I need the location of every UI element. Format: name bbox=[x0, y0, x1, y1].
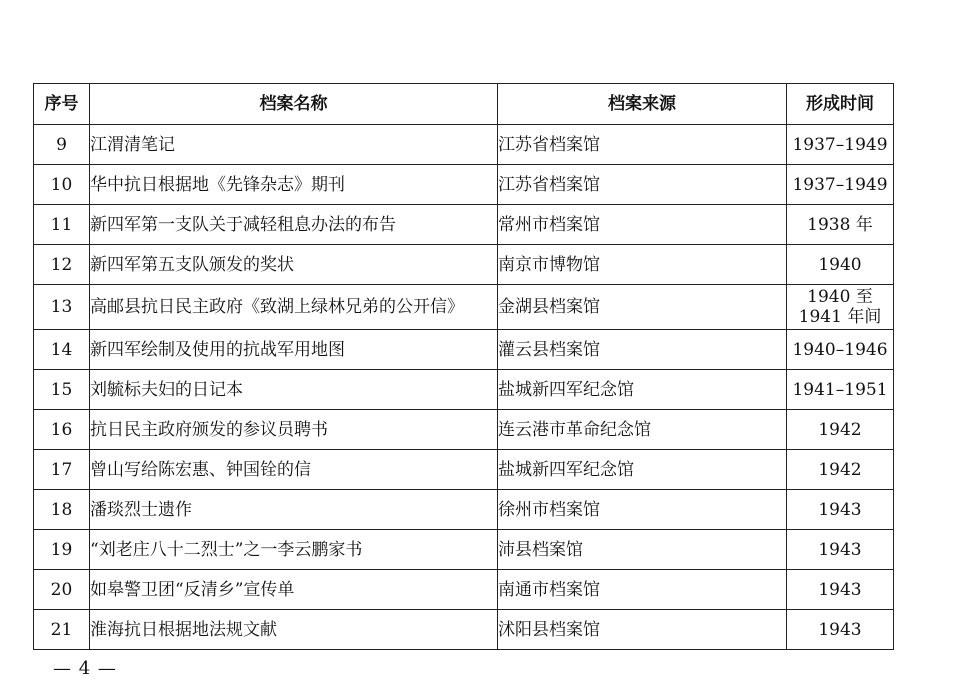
table-body bbox=[34, 125, 894, 650]
table-header bbox=[34, 84, 894, 125]
table-row bbox=[34, 330, 894, 370]
formation-time: 1937–1949 bbox=[787, 125, 894, 165]
archive-name: 曾山写给陈宏惠、钟国铨的信 bbox=[90, 450, 498, 490]
row-number: 21 bbox=[34, 610, 90, 650]
archive-name: 新四军第五支队颁发的奖状 bbox=[90, 245, 498, 285]
formation-time: 1943 bbox=[787, 490, 894, 530]
archive-source: 常州市档案馆 bbox=[498, 205, 787, 245]
archive-name: 抗日民主政府颁发的参议员聘书 bbox=[90, 410, 498, 450]
row-number: 11 bbox=[34, 205, 90, 245]
archive-name: 淮海抗日根据地法规文献 bbox=[90, 610, 498, 650]
archive-name: “刘老庄八十二烈士”之一李云鹏家书 bbox=[90, 530, 498, 570]
table-row bbox=[34, 245, 894, 285]
page-number: — 4 — bbox=[53, 658, 117, 679]
header-name: 档案名称 bbox=[90, 84, 498, 125]
row-number: 19 bbox=[34, 530, 90, 570]
archive-source: 江苏省档案馆 bbox=[498, 165, 787, 205]
formation-time: 1937–1949 bbox=[787, 165, 894, 205]
formation-time: 1943 bbox=[787, 610, 894, 650]
row-number: 16 bbox=[34, 410, 90, 450]
row-number: 13 bbox=[34, 285, 90, 330]
formation-time: 1942 bbox=[787, 450, 894, 490]
header-time: 形成时间 bbox=[787, 84, 894, 125]
archive-name: 江渭清笔记 bbox=[90, 125, 498, 165]
archive-source: 沭阳县档案馆 bbox=[498, 610, 787, 650]
formation-time: 1943 bbox=[787, 570, 894, 610]
archive-source: 南京市博物馆 bbox=[498, 245, 787, 285]
table-row bbox=[34, 490, 894, 530]
table-row bbox=[34, 205, 894, 245]
table-row bbox=[34, 410, 894, 450]
archive-source: 灌云县档案馆 bbox=[498, 330, 787, 370]
table-row bbox=[34, 165, 894, 205]
formation-time: 1943 bbox=[787, 530, 894, 570]
archive-source: 盐城新四军纪念馆 bbox=[498, 450, 787, 490]
table-row bbox=[34, 285, 894, 330]
archive-source: 沛县档案馆 bbox=[498, 530, 787, 570]
table-row bbox=[34, 570, 894, 610]
archive-source: 江苏省档案馆 bbox=[498, 125, 787, 165]
table-row bbox=[34, 125, 894, 165]
archive-name: 华中抗日根据地《先锋杂志》期刊 bbox=[90, 165, 498, 205]
formation-time: 1942 bbox=[787, 410, 894, 450]
archive-name: 潘琰烈士遗作 bbox=[90, 490, 498, 530]
table-row bbox=[34, 530, 894, 570]
formation-time: 1940 至 1941 年间 bbox=[787, 285, 894, 330]
archive-name: 新四军绘制及使用的抗战军用地图 bbox=[90, 330, 498, 370]
formation-time: 1938 年 bbox=[787, 205, 894, 245]
formation-time: 1940 bbox=[787, 245, 894, 285]
row-number: 20 bbox=[34, 570, 90, 610]
row-number: 18 bbox=[34, 490, 90, 530]
archive-source: 徐州市档案馆 bbox=[498, 490, 787, 530]
archive-source: 连云港市革命纪念馆 bbox=[498, 410, 787, 450]
archive-name: 高邮县抗日民主政府《致湖上绿林兄弟的公开信》 bbox=[90, 285, 498, 330]
archive-name: 新四军第一支队关于减轻租息办法的布告 bbox=[90, 205, 498, 245]
row-number: 14 bbox=[34, 330, 90, 370]
row-number: 10 bbox=[34, 165, 90, 205]
header-row bbox=[34, 84, 894, 125]
header-no: 序号 bbox=[34, 84, 90, 125]
archive-source: 金湖县档案馆 bbox=[498, 285, 787, 330]
table-row bbox=[34, 370, 894, 410]
row-number: 12 bbox=[34, 245, 90, 285]
table-row bbox=[34, 450, 894, 490]
archive-source: 南通市档案馆 bbox=[498, 570, 787, 610]
formation-time: 1941–1951 bbox=[787, 370, 894, 410]
archive-table bbox=[33, 83, 894, 650]
header-source: 档案来源 bbox=[498, 84, 787, 125]
row-number: 9 bbox=[34, 125, 90, 165]
table-row bbox=[34, 610, 894, 650]
row-number: 15 bbox=[34, 370, 90, 410]
archive-source: 盐城新四军纪念馆 bbox=[498, 370, 787, 410]
archive-name: 刘毓标夫妇的日记本 bbox=[90, 370, 498, 410]
archive-name: 如皋警卫团“反清乡”宣传单 bbox=[90, 570, 498, 610]
row-number: 17 bbox=[34, 450, 90, 490]
formation-time: 1940–1946 bbox=[787, 330, 894, 370]
